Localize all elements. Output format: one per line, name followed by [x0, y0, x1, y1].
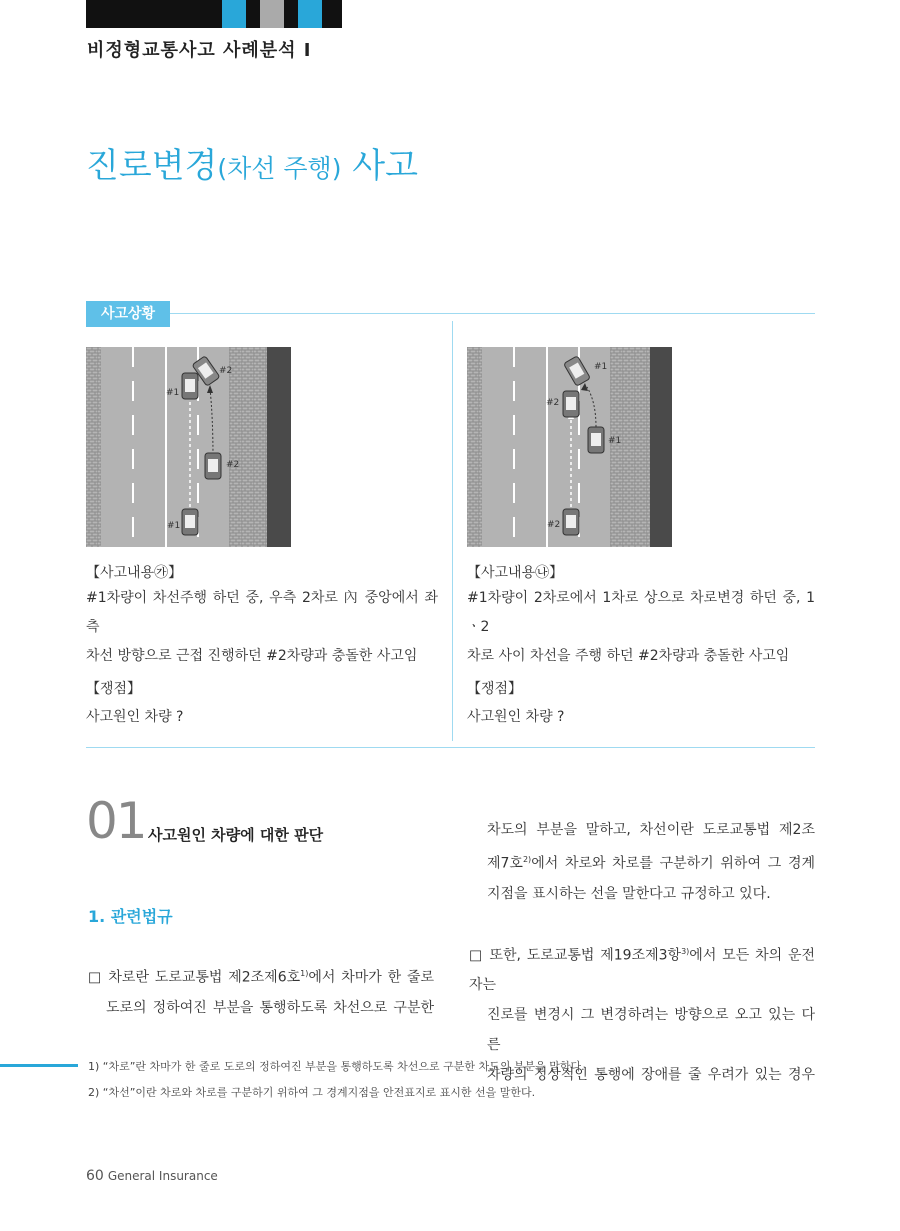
header-title: 비정형교통사고 사례분석 I	[87, 40, 312, 61]
section-badge: 사고상황	[86, 301, 170, 327]
footnote: 2) “차선”이란 차로와 차로를 구분하기 위하여 그 경계지점을 안전표지로 표시한 선을 말한다.	[88, 1086, 536, 1099]
footnote: 1) “차로”란 차마가 한 줄로 도로의 정하여진 부분을 통행하도록 차선으로 구분한 차도의 부분을 말한다.	[88, 1060, 585, 1073]
page-footer	[86, 1168, 218, 1184]
subheading: 1. 관련법규	[88, 907, 173, 926]
case-a-line: #1차량이 차선주행 하던 중, 우측 2차로 內 중앙에서 좌측	[86, 590, 438, 635]
divider-middle	[86, 747, 815, 748]
publication-name: General Insurance	[107, 1169, 218, 1183]
scene-label: #2	[547, 520, 561, 530]
accident-scene-b	[467, 347, 672, 547]
divider-top	[170, 313, 815, 314]
column-divider	[452, 321, 453, 741]
car-icon	[182, 509, 198, 535]
scene-label: #2	[546, 398, 560, 408]
page-title	[86, 138, 418, 187]
left-paragraph: □ 차로란 도로교통법 제2조제6호$^{1)}$에서 차마가 한 줄로 도로의 정하여진 부분을 통행하도록 차선으로 구분한	[88, 969, 434, 1016]
title-sub: (차선 주행)	[217, 154, 342, 183]
header-color-bar	[86, 0, 342, 28]
section-number: 01	[86, 792, 146, 850]
right-paragraph: 차도의 부분을 말하고, 차선이란 도로교통법 제2조 제7호$^{2)}$에서 차로와 차로를 구분하기 위하여 그 경계 지점을 표시하는 선을 말한다고 규정하고 있다. □ 또한, 도로교통법 제19조제3항$^{3)}$에서 모든 차의 운전자는 진로를 변경시 그 변경하려는 방향으로 오고 있는 다른 차량의 정상적인 통행에 장애를 줄 우려가 있는 경우	[469, 822, 816, 1084]
scene-label: #2	[219, 366, 233, 376]
case-b-label: 【사고내용㉯】	[467, 565, 564, 581]
case-a-description	[86, 584, 438, 671]
scene-label: #1	[608, 436, 622, 446]
accident-scene-a	[86, 347, 291, 547]
car-icon	[563, 391, 579, 417]
section-title: 사고원인 차량에 대한 판단	[148, 826, 324, 844]
car-icon	[563, 509, 579, 535]
car-icon	[588, 427, 604, 453]
title-main: 진로변경	[86, 146, 218, 186]
case-a-line: 차선 방향으로 근접 진행하던 #2차량과 충돌한 사고임	[86, 648, 418, 664]
footnote-bar	[0, 1064, 78, 1067]
scene-label: #2	[226, 460, 240, 470]
car-icon	[182, 373, 198, 399]
title-end: 사고	[341, 146, 418, 186]
case-b-line: #1차량이 2차로에서 1차로 상으로 차로변경 하던 중, 1ㆍ2	[467, 590, 815, 635]
case-b-description	[467, 584, 815, 671]
case-a-issue: 사고원인 차량 ?	[86, 709, 184, 725]
case-a-label: 【사고내용㉮】	[86, 565, 183, 581]
scene-label: #1	[166, 388, 180, 398]
case-b-issue-label: 【쟁점】	[467, 681, 523, 697]
scene-label: #1	[594, 362, 608, 372]
page-number: 60	[86, 1168, 104, 1184]
car-icon	[205, 453, 221, 479]
case-b-line: 차로 사이 차선을 주행 하던 #2차량과 충돌한 사고임	[467, 648, 790, 664]
scene-label: #1	[167, 521, 181, 531]
case-a-issue-label: 【쟁점】	[86, 681, 142, 697]
case-b-issue: 사고원인 차량 ?	[467, 709, 565, 725]
